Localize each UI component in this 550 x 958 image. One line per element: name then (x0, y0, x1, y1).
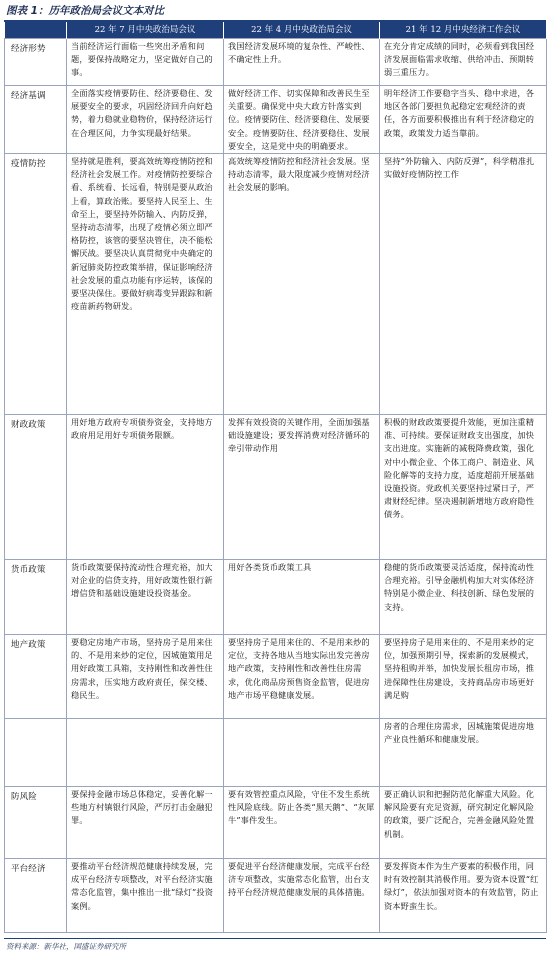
table-cell: 要稳定房地产市场，坚持房子是用来住的、不是用来炒的定位，因城施策用足用好政策工具箱，支持刚性和改善性住房需求，压实地方政府责任，保交楼、稳民生。 (67, 635, 224, 719)
figure-title: 图表 1：历年政治局会议文本对比 (6, 5, 164, 17)
table-cell (67, 719, 224, 787)
table-cell (224, 719, 380, 787)
table-row (5, 39, 547, 86)
table-cell: 要促进平台经济健康发展，完成平台经济专项整改，实施常态化监管，出台支持平台经济规范健康发展的具体措施。 (224, 859, 380, 933)
table-cell: 用好各类货币政策工具 (224, 560, 380, 635)
table-header-row (5, 22, 547, 39)
row-label: 经济形势 (5, 39, 67, 86)
row-label (5, 719, 67, 787)
header-blank (5, 22, 67, 39)
table-cell: 要坚持房子是用来住的、不是用来炒的定位，加强预期引导，探索新的发展模式，坚持租购并举，加快发展长租房市场，推进保障性住房建设，支持商品房市场更好满足购 (380, 635, 547, 719)
table-row (5, 154, 547, 415)
table-cell: 要保持金融市场总体稳定，妥善化解一些地方村镇银行风险，严厉打击金融犯罪。 (67, 787, 224, 859)
table-cell: 坚持就是胜利，要高效统筹疫情防控和经济社会发展工作。对疫情防控要综合看、系统看、长远看，特别是要从政治上看，算政治账。要坚持人民至上、生命至上，要坚持外防输入、内防反弹，坚持动态清零，出现了疫情必须立即严格防控，该管的要坚决管住，决不能松懈厌战。要坚决认真贯彻党中央确定的新冠肺炎防控政策举措，保证影响经济社会发展的重点功能有序运转，该保的要坚决保住。要做好病毒变异跟踪和新疫苗新药物研发。 (67, 154, 224, 415)
row-label: 地产政策 (5, 635, 67, 719)
table-row (5, 787, 547, 859)
table-cell: 我国经济发展环境的复杂性、严峻性、不确定性上升。 (224, 39, 380, 86)
table-row (5, 560, 547, 635)
header-2021-12: 21 年 12 月中央经济工作会议 (380, 22, 547, 39)
row-label: 防风险 (5, 787, 67, 859)
header-2022-04: 22 年 4 月中央政治局会议 (224, 22, 380, 39)
table-cell: 当前经济运行面临一些突出矛盾和问题，要保持战略定力，坚定做好自己的事。 (67, 39, 224, 86)
header-2022-07: 22 年 7 月中央政治局会议 (67, 22, 224, 39)
source-note: 资料来源：新华社，国盛证券研究所 (6, 942, 126, 951)
table-cell: 稳健的货币政策要灵活适度，保持流动性合理充裕。引导金融机构加大对实体经济特别是小微企业、科技创新、绿色发展的支持。 (380, 560, 547, 635)
comparison-table (4, 22, 547, 933)
table-cell: 货币政策要保持流动性合理充裕，加大对企业的信贷支持，用好政策性银行新增信贷和基础设施建设投资基金。 (67, 560, 224, 635)
table-row (5, 86, 547, 154)
table-cell: 在充分肯定成绩的同时，必须看到我国经济发展面临需求收缩、供给冲击、预期转弱三重压力。 (380, 39, 547, 86)
table-row (5, 719, 547, 787)
table-cell: 房者的合理住房需求，因城施策促进房地产业良性循环和健康发展。 (380, 719, 547, 787)
row-label: 平台经济 (5, 859, 67, 933)
table-cell: 发挥有效投资的关键作用，全面加强基础设施建设；要发挥消费对经济循环的牵引带动作用 (224, 415, 380, 560)
table-cell: 高效统筹疫情防控和经济社会发展。坚持动态清零，最大限度减少疫情对经济社会发展的影响。 (224, 154, 380, 415)
table-cell: 坚持“外防输入、内防反弹”，科学精准扎实做好疫情防控工作 (380, 154, 547, 415)
row-label: 财政政策 (5, 415, 67, 560)
table-cell: 要发挥资本作为生产要素的积极作用，同时有效控制其消极作用。要为资本设置“红绿灯”，依法加强对资本的有效监管，防止资本野蛮生长。 (380, 859, 547, 933)
source-rule (4, 938, 546, 939)
table-cell: 要推动平台经济规范健康持续发展，完成平台经济专项整改，对平台经济实施常态化监管，集中推出一批“绿灯”投资案例。 (67, 859, 224, 933)
table-cell: 要有效管控重点风险，守住不发生系统性风险底线。防止各类“黑天鹅”、“灰犀牛”事件发生。 (224, 787, 380, 859)
table-row (5, 415, 547, 560)
table-row (5, 859, 547, 933)
row-label: 疫情防控 (5, 154, 67, 415)
row-label: 经济基调 (5, 86, 67, 154)
table-cell: 明年经济工作要稳字当头、稳中求进，各地区各部门要担负起稳定宏观经济的责任，各方面要积极推出有利于经济稳定的政策，政策发力适当靠前。 (380, 86, 547, 154)
table-cell: 要正确认识和把握防范化解重大风险。化解风险要有充足资源，研究制定化解风险的政策，要广泛配合，完善金融风险处置机制。 (380, 787, 547, 859)
row-label: 货币政策 (5, 560, 67, 635)
table-row (5, 635, 547, 719)
table-cell: 要坚持房子是用来住的、不是用来炒的定位，支持各地从当地实际出发完善房地产政策，支持刚性和改善性住房需求，优化商品房预售资金监管，促进房地产市场平稳健康发展。 (224, 635, 380, 719)
table-cell: 积极的财政政策要提升效能，更加注重精准、可持续。要保证财政支出强度，加快支出进度。实施新的减税降费政策，强化对中小微企业、个体工商户、制造业、风险化解等的支持力度，适度超前开展基础设施投资。党政机关要坚持过紧日子，严肃财经纪律。坚决遏制新增地方政府隐性债务。 (380, 415, 547, 560)
table-cell: 用好地方政府专项债券资金，支持地方政府用足用好专项债务限额。 (67, 415, 224, 560)
table-cell: 全面落实疫情要防住、经济要稳住、发展要安全的要求，巩固经济回升向好趋势，着力稳就业稳物价，保持经济运行在合理区间，力争实现最好结果。 (67, 86, 224, 154)
table-cell: 做好经济工作、切实保障和改善民生至关重要。确保党中央大政方针落实到位。疫情要防住、经济要稳住、发展要安全。疫情要防住、经济要稳住、发展要安全，这是党中央的明确要求。 (224, 86, 380, 154)
